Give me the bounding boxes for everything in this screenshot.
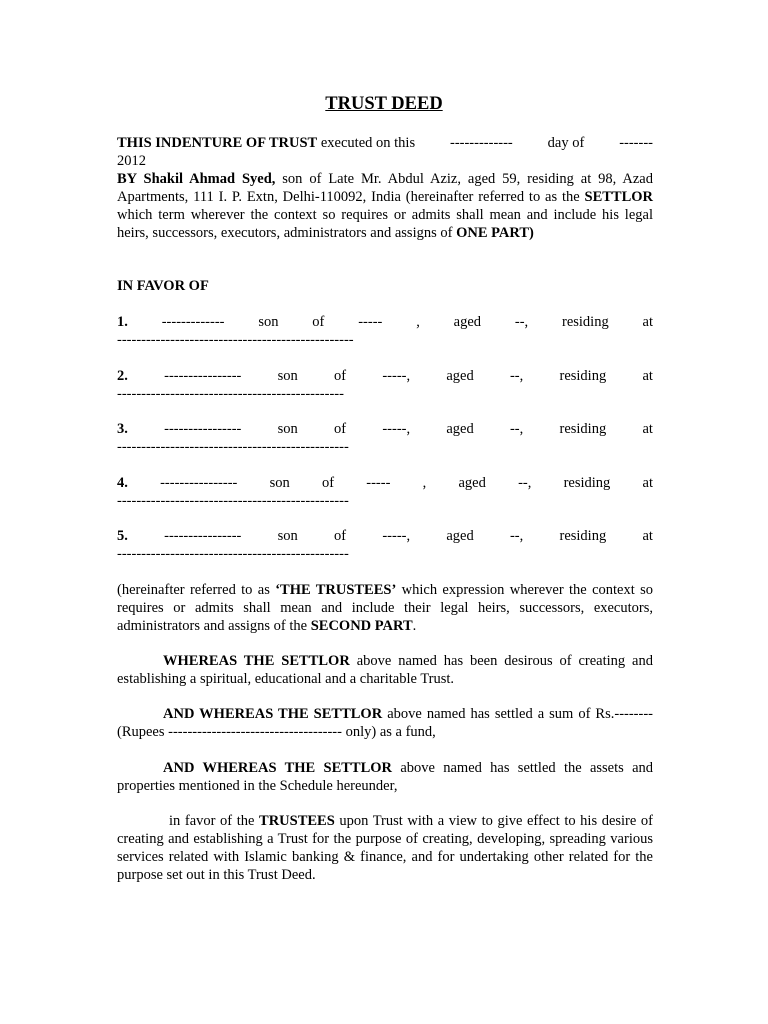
trustee-son: son: [258, 314, 279, 330]
trustee-residing: residing: [561, 314, 609, 330]
trustee-son: son: [277, 368, 298, 384]
trustee-entry-1: [117, 313, 653, 349]
trustee-son: son: [277, 528, 298, 544]
trustee-address-blank: -------------------------------------------------: [117, 332, 354, 348]
the-trustees-term: ‘THE TRUSTEES’: [275, 582, 397, 598]
second-part: SECOND PART: [310, 618, 413, 634]
trustee-name-blank: ----------------: [160, 475, 238, 491]
trustee-age-blank: --,: [509, 421, 524, 437]
settlor-text-1: son of Late Mr. Abdul Aziz, aged 59, residing at 98, Azad Apartments, 111 I. P. Extn, Delhi-110092, India (hereinafter referred to as the: [117, 171, 653, 205]
purpose-paragraph: [117, 812, 653, 884]
trustee-son: son: [269, 475, 290, 491]
trustee-of: of: [334, 421, 347, 437]
intro-year: 2012: [117, 153, 146, 169]
trustee-comma: ,: [422, 475, 427, 491]
trustee-of: of: [334, 368, 347, 384]
trustee-entry-3: [117, 420, 653, 456]
trustee-age-blank: --,: [518, 475, 532, 491]
intro-executed: executed on this: [320, 135, 416, 151]
trustee-entry-5: [117, 527, 653, 563]
definition-text-2: which expression wherever the context so requires or admits shall mean and include their legal heirs, successors, executors, administrators and assigns of the: [117, 582, 653, 634]
trustee-aged: aged: [453, 314, 482, 330]
whereas-paragraph-2: [117, 705, 653, 741]
trustee-number: 5.: [117, 528, 128, 544]
trustee-at: at: [642, 528, 653, 544]
trustee-residing: residing: [559, 368, 607, 384]
trustee-address-blank: ------------------------------------------------: [117, 493, 349, 509]
trustee-aged: aged: [446, 368, 474, 384]
trustee-father-blank: -----: [358, 314, 383, 330]
trustee-number: 1.: [117, 314, 128, 330]
trustee-entry-2: [117, 367, 653, 403]
document-title: TRUST DEED: [325, 94, 443, 114]
settlor-term: SETTLOR: [584, 189, 653, 205]
whereas-settlor-3: AND WHEREAS THE SETTLOR: [163, 760, 393, 776]
trustee-aged: aged: [446, 421, 474, 437]
whereas-text-3: above named has settled the assets and properties mentioned in the Schedule hereunder,: [117, 760, 654, 794]
trustee-name-blank: -------------: [161, 314, 225, 330]
settlor-paragraph: [117, 170, 653, 242]
trustee-residing: residing: [559, 528, 607, 544]
trustee-residing: residing: [563, 475, 611, 491]
purpose-text-1: in favor of the: [169, 813, 260, 829]
trustee-at: at: [642, 314, 653, 330]
trustee-at: at: [642, 475, 653, 491]
trustee-at: at: [642, 421, 653, 437]
trustee-name-blank: ----------------: [164, 528, 242, 544]
trustee-aged: aged: [446, 528, 474, 544]
trustee-age-blank: --,: [514, 314, 529, 330]
in-favor-heading: IN FAVOR OF: [117, 278, 209, 294]
trustee-of: of: [312, 314, 325, 330]
trustee-address-blank: -----------------------------------------------: [117, 386, 344, 402]
intro-blank-day: -------------: [449, 135, 513, 151]
trustee-of: of: [334, 528, 347, 544]
whereas-settlor-2: AND WHEREAS THE SETTLOR: [163, 706, 383, 722]
whereas-text-2: above named has settled a sum of Rs.-------- (Rupees ------------------------------------ only) as a fund,: [117, 706, 653, 740]
trustee-address-blank: ------------------------------------------------: [117, 439, 349, 455]
trustee-age-blank: --,: [509, 528, 524, 544]
trustee-residing: residing: [559, 421, 607, 437]
trustee-son: son: [277, 421, 298, 437]
trustee-comma: ,: [416, 314, 420, 330]
definition-text-3: .: [412, 618, 417, 634]
definition-text-1: (hereinafter referred to as: [117, 582, 276, 598]
whereas-text-1: above named has been desirous of creating and establishing a spiritual, educational and a charitable Trust.: [117, 653, 653, 687]
settlor-name: BY Shakil Ahmad Syed,: [117, 171, 276, 187]
trustee-number: 2.: [117, 368, 128, 384]
trustee-father-blank: -----,: [382, 528, 411, 544]
trustee-at: at: [642, 368, 653, 384]
trustee-father-blank: -----,: [382, 421, 411, 437]
whereas-paragraph-3: [117, 759, 653, 795]
trustee-entry-4: [117, 474, 653, 510]
intro-lead: THIS INDENTURE OF TRUST: [117, 135, 318, 151]
settlor-text-2: which term wherever the context so requires or admits shall mean and include his legal heirs, successors, executors, administrators and assigns of: [117, 207, 653, 241]
trustee-name-blank: ----------------: [164, 421, 242, 437]
intro-line: [117, 134, 653, 170]
trustees-term: TRUSTEES: [259, 813, 335, 829]
whereas-paragraph-1: [117, 652, 653, 688]
one-part: ONE PART): [456, 225, 534, 241]
trustees-definition-paragraph: [117, 581, 653, 635]
whereas-settlor-1: WHEREAS THE SETTLOR: [163, 653, 350, 669]
purpose-text-2: upon Trust with a view to give effect to his desire of creating and establishing a Trust for the purpose of creating, developing, spreading various services related with Islamic banking & finance, and for undertaking other related for the purpose set out in this Trust Deed.: [117, 813, 653, 883]
trustee-father-blank: -----,: [382, 368, 411, 384]
trustee-father-blank: -----: [366, 475, 391, 491]
trustee-age-blank: --,: [509, 368, 524, 384]
intro-blank-month: -------: [619, 135, 653, 151]
trustee-of: of: [321, 475, 335, 491]
trustee-number: 4.: [117, 475, 128, 491]
trustee-aged: aged: [458, 475, 486, 491]
intro-day-of: day of: [547, 135, 585, 151]
trustee-address-blank: ------------------------------------------------: [117, 546, 349, 562]
trustee-number: 3.: [117, 421, 128, 437]
trustee-name-blank: ----------------: [164, 368, 242, 384]
